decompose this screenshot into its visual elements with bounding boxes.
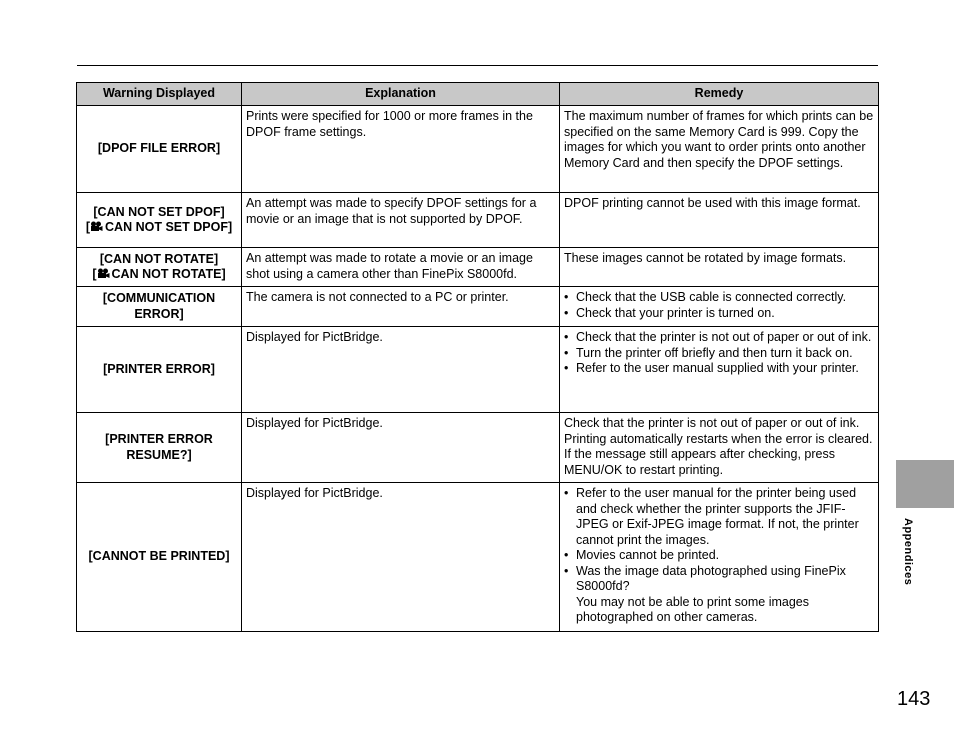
warning-line: CAN NOT ROTATE]	[111, 267, 226, 281]
list-item: • Movies cannot be printed.	[564, 548, 874, 564]
table-row	[77, 193, 879, 248]
list-item	[564, 564, 874, 626]
remedy-cell	[560, 483, 879, 632]
table-header-row	[77, 83, 879, 106]
warning-line: CAN NOT SET DPOF]	[105, 220, 233, 234]
remedy-cell: The maximum number of frames for which prints can be specified on the same Memory Card is 999. Copy the images for which you want to order prints onto another Memory Card and then specify the DPOF settings.	[560, 106, 879, 193]
explanation-cell: Displayed for PictBridge.	[242, 413, 560, 483]
warning-cell: [CAN NOT SET DPOF] [ CAN NOT SET DPOF]	[77, 193, 242, 248]
list-item: • Check that the printer is not out of paper or out of ink.	[564, 330, 874, 346]
header-warning: Warning Displayed	[77, 83, 242, 106]
remedy-cell: These images cannot be rotated by image formats.	[560, 248, 879, 287]
table-row	[77, 413, 879, 483]
list-item-continuation: You may not be able to print some images photographed on other cameras.	[576, 594, 810, 624]
warning-line: [CAN NOT ROTATE]	[99, 251, 219, 266]
section-label: Appendices	[902, 518, 914, 586]
movie-icon	[90, 221, 103, 232]
list-item: • Refer to the user manual for the printer being used and check whether the printer supports the JFIF-JPEG or Exif-JPEG image format. If not, the printer cannot print the images.	[564, 486, 874, 548]
list-item: • Turn the printer off briefly and then turn it back on.	[564, 346, 874, 362]
explanation-cell: Prints were specified for 1000 or more frames in the DPOF frame settings.	[242, 106, 560, 193]
remedy-cell: DPOF printing cannot be used with this image format.	[560, 193, 879, 248]
header-explanation: Explanation	[242, 83, 560, 106]
table-row	[77, 327, 879, 413]
top-rule	[77, 65, 878, 66]
list-item: • Refer to the user manual supplied with your printer.	[564, 361, 874, 377]
remedy-cell	[560, 287, 879, 327]
warning-cell: [PRINTER ERROR RESUME?]	[77, 413, 242, 483]
section-tab	[896, 460, 954, 508]
remedy-list	[564, 290, 874, 321]
explanation-cell: Displayed for PictBridge.	[242, 327, 560, 413]
warning-cell: [DPOF FILE ERROR]	[77, 106, 242, 193]
remedy-list	[564, 486, 874, 626]
warning-cell: [PRINTER ERROR]	[77, 327, 242, 413]
explanation-cell: An attempt was made to rotate a movie or an image shot using a camera other than FinePix S8000fd.	[242, 248, 560, 287]
page-number: 143	[897, 688, 931, 710]
table-row	[77, 483, 879, 632]
table-row	[77, 287, 879, 327]
warning-line: [CAN NOT SET DPOF]	[93, 204, 225, 219]
explanation-cell: Displayed for PictBridge.	[242, 483, 560, 632]
warning-cell: [CANNOT BE PRINTED]	[77, 483, 242, 632]
remedy-list	[564, 330, 874, 377]
explanation-cell: An attempt was made to specify DPOF settings for a movie or an image that is not supported by DPOF.	[242, 193, 560, 248]
remedy-cell: Check that the printer is not out of paper or out of ink. Printing automatically restarts when the error is cleared. If the message still appears after checking, press MENU/OK to restart printing.	[560, 413, 879, 483]
explanation-cell: The camera is not connected to a PC or printer.	[242, 287, 560, 327]
list-item: • Check that your printer is turned on.	[564, 306, 874, 322]
warning-table	[76, 82, 879, 632]
movie-icon	[97, 268, 110, 279]
remedy-cell	[560, 327, 879, 413]
header-remedy: Remedy	[560, 83, 879, 106]
warning-cell: [CAN NOT ROTATE] [ CAN NOT ROTATE]	[77, 248, 242, 287]
table-row	[77, 106, 879, 193]
list-item: • Check that the USB cable is connected correctly.	[564, 290, 874, 306]
table-row	[77, 248, 879, 287]
warning-cell: [COMMUNICATION ERROR]	[77, 287, 242, 327]
list-item-text: Was the image data photographed using FinePix S8000fd?	[576, 563, 846, 593]
